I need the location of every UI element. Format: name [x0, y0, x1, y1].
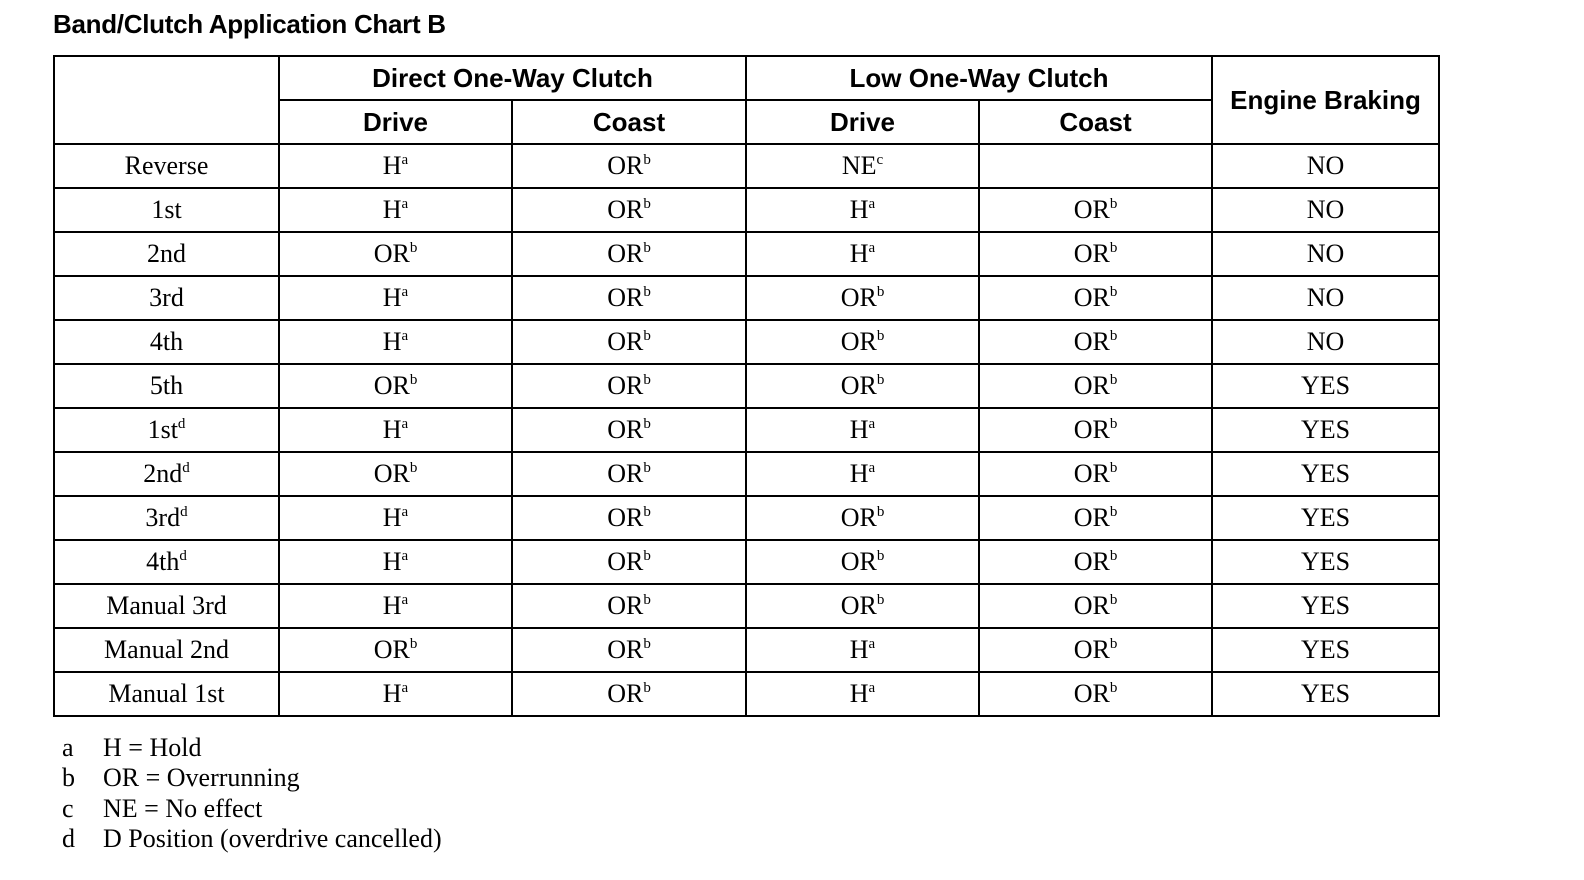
- table-row: [54, 364, 1439, 408]
- table-row: [54, 672, 1439, 716]
- footnote-mark: c: [62, 793, 74, 823]
- table-cell: [512, 276, 746, 320]
- table-cell: [279, 320, 512, 364]
- table-cell: [746, 364, 979, 408]
- table-cell: [512, 672, 746, 716]
- table-cell: [512, 540, 746, 584]
- cell-value: OR: [607, 635, 644, 664]
- table-cell: [746, 496, 979, 540]
- footnote: [62, 824, 442, 854]
- row-label-footnote-mark: d: [179, 548, 187, 564]
- cell-footnote-mark: b: [409, 372, 418, 388]
- cell-value: OR: [840, 547, 877, 576]
- table-cell: [979, 364, 1212, 408]
- table-row: [54, 320, 1439, 364]
- cell-value: H: [849, 415, 869, 444]
- cell-value: H: [382, 679, 402, 708]
- row-label-cell: [54, 276, 279, 320]
- cell-value: H: [382, 415, 402, 444]
- row-label-cell: [54, 408, 279, 452]
- cell-value: OR: [840, 327, 877, 356]
- cell-value: OR: [1073, 371, 1110, 400]
- row-label: Manual 2nd: [104, 635, 229, 664]
- table-cell: [279, 232, 512, 276]
- row-label: 4th: [149, 327, 184, 356]
- band-clutch-table: [53, 55, 1440, 717]
- engine-braking-cell: NO: [1212, 232, 1439, 276]
- cell-value: OR: [1073, 547, 1110, 576]
- cell-value: OR: [1073, 327, 1110, 356]
- row-label-cell: [54, 496, 279, 540]
- table-cell: [279, 144, 512, 188]
- table-cell: [746, 452, 979, 496]
- cell-value: H: [849, 679, 869, 708]
- table-cell: [279, 584, 512, 628]
- cell-value: OR: [1073, 283, 1110, 312]
- cell-footnote-mark: b: [643, 460, 651, 476]
- cell-value: H: [382, 151, 402, 180]
- cell-value: H: [382, 591, 402, 620]
- table-cell: [979, 320, 1212, 364]
- table-cell: [979, 408, 1212, 452]
- cell-value: OR: [607, 459, 644, 488]
- cell-footnote-mark: b: [1109, 680, 1118, 696]
- cell-footnote-mark: b: [643, 284, 651, 300]
- table-cell: [979, 540, 1212, 584]
- table-row: [54, 276, 1439, 320]
- row-label: 1st: [147, 415, 178, 444]
- group-header-low-one-way-clutch: Low One-Way Clutch: [746, 56, 1212, 100]
- engine-braking-cell: YES: [1212, 584, 1439, 628]
- cell-value: OR: [373, 635, 410, 664]
- cell-value: OR: [607, 239, 644, 268]
- table-cell: [279, 496, 512, 540]
- cell-footnote-mark: b: [643, 152, 651, 168]
- table-cell: [512, 364, 746, 408]
- cell-footnote-mark: a: [868, 460, 876, 476]
- table-row: [54, 628, 1439, 672]
- row-label-footnote-mark: d: [182, 460, 190, 476]
- row-label-cell: [54, 584, 279, 628]
- cell-footnote-mark: a: [868, 416, 876, 432]
- cell-footnote-mark: b: [643, 372, 651, 388]
- cell-footnote-mark: c: [876, 152, 884, 168]
- cell-value: OR: [373, 239, 410, 268]
- cell-value: OR: [1073, 415, 1110, 444]
- cell-footnote-mark: b: [1109, 284, 1118, 300]
- engine-braking-cell: YES: [1212, 408, 1439, 452]
- cell-value: OR: [607, 283, 644, 312]
- footnote: [62, 763, 442, 793]
- row-label-cell: [54, 320, 279, 364]
- cell-footnote-mark: b: [876, 328, 885, 344]
- subheader-direct-drive: Drive: [279, 100, 512, 144]
- cell-value: OR: [607, 327, 644, 356]
- table-cell: [746, 408, 979, 452]
- cell-value: OR: [607, 151, 644, 180]
- cell-value: OR: [840, 283, 877, 312]
- table-cell: [512, 452, 746, 496]
- table-cell: [746, 144, 979, 188]
- footnote-text: NE = No effect: [103, 793, 263, 823]
- table-cell: [979, 452, 1212, 496]
- table-row: [54, 540, 1439, 584]
- cell-footnote-mark: a: [401, 504, 409, 520]
- cell-value: OR: [607, 415, 644, 444]
- engine-braking-cell: YES: [1212, 540, 1439, 584]
- cell-footnote-mark: b: [643, 196, 651, 212]
- footnote-mark: b: [62, 763, 75, 793]
- cell-value: OR: [607, 547, 644, 576]
- row-label-cell: [54, 452, 279, 496]
- row-label: 2nd: [143, 459, 183, 488]
- table-cell: [279, 188, 512, 232]
- row-label-cell: [54, 364, 279, 408]
- cell-value: OR: [607, 591, 644, 620]
- cell-value: NE: [841, 151, 877, 180]
- corner-header-cell: [54, 56, 279, 144]
- engine-braking-cell: YES: [1212, 452, 1439, 496]
- row-label-footnote-mark: d: [180, 504, 188, 520]
- engine-braking-cell: NO: [1212, 276, 1439, 320]
- footnote: [62, 733, 442, 763]
- cell-footnote-mark: a: [401, 284, 409, 300]
- row-label-footnote-mark: d: [177, 416, 186, 432]
- subheader-low-drive: Drive: [746, 100, 979, 144]
- row-label-cell: [54, 188, 279, 232]
- table-row: [54, 496, 1439, 540]
- table-cell: [279, 364, 512, 408]
- row-label-cell: [54, 144, 279, 188]
- table-cell: [746, 320, 979, 364]
- engine-braking-cell: YES: [1212, 672, 1439, 716]
- table-cell: [512, 144, 746, 188]
- row-label: 2nd: [147, 239, 186, 268]
- cell-value: H: [382, 327, 402, 356]
- engine-braking-cell: NO: [1212, 144, 1439, 188]
- row-label: Reverse: [124, 151, 209, 180]
- cell-value: OR: [1073, 635, 1110, 664]
- table-cell: [746, 628, 979, 672]
- cell-footnote-mark: a: [868, 196, 876, 212]
- cell-footnote-mark: b: [643, 504, 651, 520]
- cell-footnote-mark: b: [643, 592, 651, 608]
- table-cell: [279, 672, 512, 716]
- cell-value: OR: [607, 195, 644, 224]
- table-cell: [979, 584, 1212, 628]
- cell-value: H: [849, 239, 869, 268]
- cell-value: OR: [1073, 679, 1110, 708]
- cell-footnote-mark: a: [401, 152, 409, 168]
- engine-braking-cell: YES: [1212, 496, 1439, 540]
- row-label: 3rd: [149, 283, 184, 312]
- cell-value: OR: [607, 503, 644, 532]
- cell-footnote-mark: b: [1109, 504, 1118, 520]
- table-row: [54, 188, 1439, 232]
- cell-value: OR: [607, 679, 644, 708]
- cell-footnote-mark: a: [868, 240, 876, 256]
- cell-footnote-mark: b: [1109, 592, 1118, 608]
- row-label-cell: [54, 672, 279, 716]
- cell-value: H: [849, 459, 869, 488]
- table-cell: [512, 628, 746, 672]
- cell-footnote-mark: a: [868, 636, 876, 652]
- cell-value: OR: [840, 371, 877, 400]
- cell-footnote-mark: b: [643, 240, 651, 256]
- row-label: Manual 3rd: [106, 591, 227, 620]
- cell-footnote-mark: b: [876, 548, 885, 564]
- cell-value: H: [382, 195, 402, 224]
- table-cell: [979, 496, 1212, 540]
- cell-footnote-mark: b: [643, 636, 651, 652]
- cell-value: H: [849, 195, 869, 224]
- cell-value: OR: [840, 591, 877, 620]
- cell-footnote-mark: b: [876, 284, 885, 300]
- table-cell: [512, 232, 746, 276]
- cell-footnote-mark: a: [401, 592, 409, 608]
- row-label-cell: [54, 628, 279, 672]
- table-cell: [746, 584, 979, 628]
- cell-value: OR: [1073, 591, 1110, 620]
- row-label: 4th: [146, 547, 180, 576]
- cell-value: H: [382, 503, 402, 532]
- page-title: Band/Clutch Application Chart B: [53, 9, 446, 39]
- cell-footnote-mark: a: [401, 680, 409, 696]
- table-row: [54, 232, 1439, 276]
- cell-value: OR: [373, 371, 410, 400]
- row-label-cell: [54, 540, 279, 584]
- cell-footnote-mark: a: [401, 196, 409, 212]
- row-label: 5th: [149, 371, 184, 400]
- footnote-mark: a: [62, 733, 74, 762]
- cell-value: OR: [373, 459, 410, 488]
- cell-footnote-mark: b: [1109, 196, 1118, 212]
- subheader-low-coast: Coast: [979, 100, 1212, 144]
- row-label: 3rd: [145, 503, 181, 532]
- cell-footnote-mark: a: [401, 328, 409, 344]
- cell-value: H: [382, 283, 402, 312]
- footnotes: [62, 733, 442, 854]
- cell-footnote-mark: b: [643, 680, 651, 696]
- table-cell: [279, 408, 512, 452]
- cell-footnote-mark: b: [643, 328, 651, 344]
- table-cell: [512, 320, 746, 364]
- footnote-text: OR = Overrunning: [103, 763, 300, 793]
- engine-braking-cell: NO: [1212, 188, 1439, 232]
- table-row: [54, 144, 1439, 188]
- cell-footnote-mark: b: [876, 372, 885, 388]
- cell-footnote-mark: b: [643, 416, 651, 432]
- cell-footnote-mark: a: [868, 680, 876, 696]
- table-row: [54, 452, 1439, 496]
- cell-footnote-mark: a: [401, 548, 409, 564]
- cell-footnote-mark: b: [409, 636, 418, 652]
- cell-value: OR: [1073, 239, 1110, 268]
- engine-braking-cell: YES: [1212, 364, 1439, 408]
- table-cell: [979, 188, 1212, 232]
- table-row: [54, 584, 1439, 628]
- cell-footnote-mark: b: [876, 592, 885, 608]
- table-cell: [746, 276, 979, 320]
- table-row: [54, 408, 1439, 452]
- cell-footnote-mark: b: [1109, 460, 1118, 476]
- subheader-direct-coast: Coast: [512, 100, 746, 144]
- cell-footnote-mark: b: [1109, 416, 1118, 432]
- cell-value: OR: [607, 371, 644, 400]
- cell-footnote-mark: b: [643, 548, 651, 564]
- cell-footnote-mark: b: [1109, 328, 1118, 344]
- row-label: Manual 1st: [108, 679, 225, 708]
- footnote-text: D Position (overdrive cancelled): [103, 823, 442, 853]
- table-cell: [279, 628, 512, 672]
- footnote-mark: d: [62, 823, 75, 853]
- table-cell: [746, 188, 979, 232]
- table-cell: [746, 232, 979, 276]
- cell-footnote-mark: b: [1109, 548, 1118, 564]
- cell-footnote-mark: a: [401, 416, 409, 432]
- cell-value: OR: [1073, 195, 1110, 224]
- table-cell: [746, 540, 979, 584]
- engine-braking-header: Engine Braking: [1212, 56, 1439, 144]
- row-label-cell: [54, 232, 279, 276]
- table-cell: [979, 232, 1212, 276]
- group-header-direct-one-way-clutch: Direct One-Way Clutch: [279, 56, 746, 100]
- table-cell: [512, 188, 746, 232]
- table-body: [54, 144, 1439, 716]
- table-cell: [979, 276, 1212, 320]
- cell-footnote-mark: b: [1109, 240, 1118, 256]
- cell-footnote-mark: b: [1109, 636, 1118, 652]
- engine-braking-cell: NO: [1212, 320, 1439, 364]
- table-cell: [279, 540, 512, 584]
- footnote: [62, 794, 442, 824]
- cell-footnote-mark: b: [1109, 372, 1118, 388]
- table-cell: [512, 496, 746, 540]
- table-cell: [512, 584, 746, 628]
- cell-footnote-mark: b: [409, 460, 418, 476]
- engine-braking-cell: YES: [1212, 628, 1439, 672]
- table-cell: [979, 144, 1212, 188]
- footnote-text: H = Hold: [103, 733, 202, 762]
- table-cell: [279, 452, 512, 496]
- table-cell: [746, 672, 979, 716]
- row-label: 1st: [151, 195, 182, 224]
- cell-value: OR: [1073, 459, 1110, 488]
- table-cell: [979, 672, 1212, 716]
- cell-value: OR: [1073, 503, 1110, 532]
- cell-footnote-mark: b: [876, 504, 885, 520]
- cell-value: H: [382, 547, 402, 576]
- cell-value: OR: [840, 503, 877, 532]
- cell-value: H: [849, 635, 869, 664]
- table-cell: [279, 276, 512, 320]
- table-cell: [512, 408, 746, 452]
- cell-footnote-mark: b: [409, 240, 418, 256]
- table-cell: [979, 628, 1212, 672]
